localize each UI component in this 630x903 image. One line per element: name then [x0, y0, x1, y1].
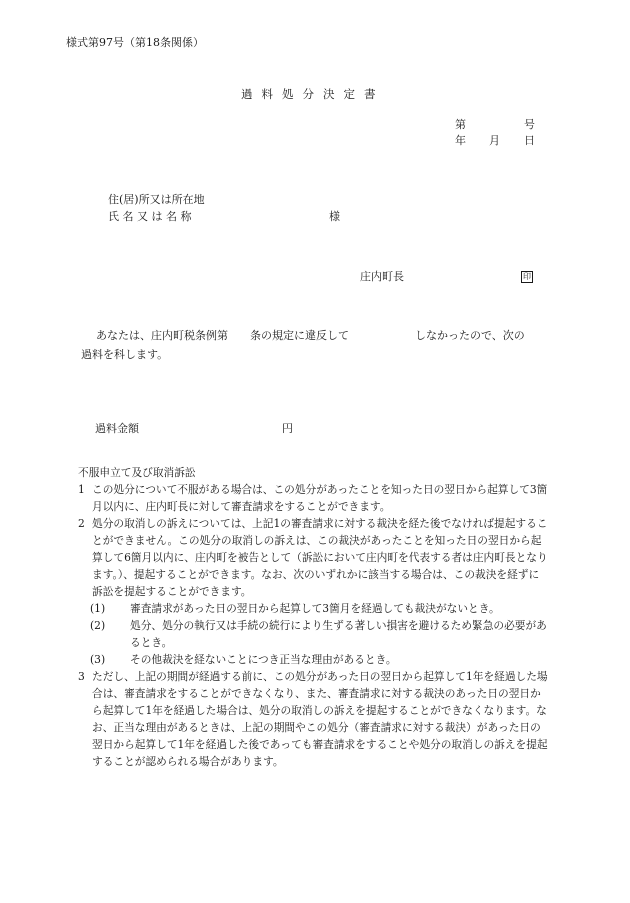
date-month: 月	[489, 134, 500, 147]
notice-subitem-text: その他裁決を経ないことにつき正当な理由があるとき。	[130, 653, 397, 666]
notice-item-number: 2	[78, 517, 85, 530]
address-label: 住(居)所又は所在地	[108, 193, 205, 206]
honorific: 様	[329, 210, 340, 223]
issuer-seal	[521, 270, 533, 283]
notice-item-text: この処分について不服がある場合は、この処分があったことを知った日の翌日から起算して3箇月以内に、庄内町長に対して審査請求をすることができます。	[92, 483, 548, 513]
notice-subitem-3	[78, 651, 548, 668]
notice-subitem-text: 処分、処分の執行又は手続の続行により生ずる著しい損害を避けるため緊急の必要があるとき。	[130, 619, 547, 649]
seal-mark: 印	[523, 272, 531, 281]
document-number-suffix: 号	[524, 118, 535, 131]
notice-item-number: 3	[78, 670, 85, 683]
fine-amount-label: 過料金額	[95, 422, 139, 435]
notice-subitem-number: (1)	[90, 602, 106, 615]
notice-item-number: 1	[78, 483, 85, 496]
document-title: 過料処分決定書	[241, 87, 385, 101]
issue-date	[455, 135, 545, 147]
notice-subitem-1	[78, 600, 548, 617]
date-year: 年	[455, 134, 466, 147]
notice-item-1	[78, 481, 548, 515]
decision-statement	[81, 326, 536, 364]
notice-item-text: 処分の取消しの訴えについては、上記1の審査請求に対する裁決を経た後でなければ提起することができません。この処分の取消しの訴えは、この裁決があったことを知った日の翌日から起算して6箇月以内に、庄内町を被告として（訴訟において庄内町を代表する者は庄内町長となります。）、提起することができます。なお、次のいずれかに該当する場合は、この裁決を経ずに訴訟を提起することができます。	[92, 517, 548, 598]
notice-subitem-text: 審査請求があった日の翌日から起算して3箇月を経過しても裁決がないとき。	[130, 602, 500, 615]
name-label: 氏 名 又 は 名 称	[108, 210, 192, 223]
notice-item-text: ただし、上記の期間が経過する前に、この処分があった日の翌日から起算して1年を経過した場合は、審査請求をすることができなくなり、また、審査請求に対する裁決のあった日の翌日から起算して1年を経過した場合は、処分の取消しの訴えを提起することができなくなります。なお、正当な理由があるときは、上記の期間やこの処分（審査請求に対する裁決）があった日の翌日から起算して1年を経過した後であっても審査請求をすることや処分の取消しの訴えを提起することが認められる場合があります。	[92, 670, 548, 768]
appeal-notice	[78, 464, 548, 770]
decision-line-1: あなたは、庄内町税条例第 条の規定に違反して しなかったので、次の	[96, 329, 525, 342]
issuer-title: 庄内町長	[360, 270, 404, 283]
date-day: 日	[524, 134, 535, 147]
appeal-notice-heading: 不服申立て及び取消訴訟	[78, 466, 196, 479]
fine-amount-unit: 円	[282, 422, 293, 435]
decision-line-2: 過料を科します。	[81, 348, 169, 361]
document-number-prefix: 第	[455, 118, 466, 131]
notice-subitem-number: (3)	[90, 653, 106, 666]
document-number	[455, 119, 545, 131]
notice-item-2	[78, 515, 548, 600]
form-label: 様式第97号（第18条関係）	[66, 36, 204, 49]
notice-subitem-2	[78, 617, 548, 651]
notice-subitem-number: (2)	[90, 619, 106, 632]
notice-item-3	[78, 668, 548, 770]
